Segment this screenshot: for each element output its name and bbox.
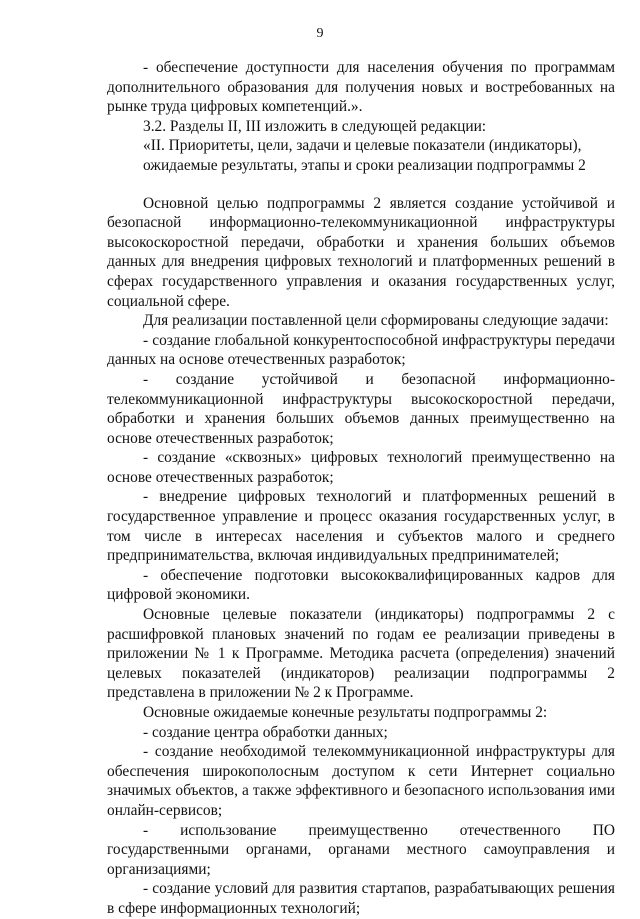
paragraph-target-indicators: Основные целевые показатели (индикаторы) подпрограммы 2 с расшифровкой плановых значений по годам ее реализации приведены в приложении № 1 к Программе. Методика расчета (определения) значений целевых показателей (индикаторов) реализации подпрограммы 2 представлена в приложении № 2 к Программе. [107,606,615,702]
section-heading-line-2: ожидаемые результаты, этапы и сроки реализации подпрограммы 2 [143,156,586,174]
list-item-task-2: - создание устойчивой и безопасной информационно-телекоммуникационной инфраструктуры высокоскоростной передачи, обработки и хранения больших объемов данных преимущественно на основе отечественных разработок; [107,370,615,447]
list-item-result-3: - использование преимущественно отечественного ПО государственными органами, органами местного самоуправления и организациями; [107,821,615,878]
list-item-result-4: - создание условий для развития стартапов, разрабатывающих решения в сфере информационных технологий; [107,880,615,917]
paragraph-main-goal: Основной целью подпрограммы 2 является создание устойчивой и безопасной информационно-телекоммуникационной инфраструктуры высокоскоростной передачи, обработки и хранения больших объемов данных для внедрения цифровых технологий и платформенных решений в сферах государственного управления и оказания государственных услуг, социальной сфере. [107,194,615,310]
list-item-task-3: - создание «сквозных» цифровых технологий преимущественно на основе отечественных разработок; [107,449,615,486]
document-body [107,58,615,919]
page-number: 9 [316,26,324,41]
list-item-task-1: - создание глобальной конкурентоспособной инфраструктуры передачи данных на основе отечественных разработок; [107,331,615,369]
section-heading-line-1: «II. Приоритеты, цели, задачи и целевые показатели (индикаторы), [143,137,582,155]
paragraph-results-intro: Основные ожидаемые конечные результаты подпрограммы 2: [143,704,548,721]
list-item-task-4: - внедрение цифровых технологий и платформенных решений в государственное управление и процесс оказания государственных услуг, в том числе в интересах населения и субъектов малого и среднего предпринимательства, включая индивидуальных предпринимателей; [107,488,615,565]
paragraph-sections-edit: 3.2. Разделы II, III изложить в следующей редакции: [143,117,487,135]
list-item-result-2: - создание необходимой телекоммуникационной инфраструктуры для обеспечения широкополосным доступом к сети Интернет социально значимых объектов, а также эффективного и безопасного использования ими онлайн-сервисов; [107,743,615,819]
paragraph-access-education: - обеспечение доступности для населения обучения по программам дополнительного образования для получения новых и востребованных на рынке труда цифровых компетенций.». [107,59,615,116]
list-item-result-1: - создание центра обработки данных; [143,723,388,741]
paragraph-tasks-intro: Для реализации поставленной цели сформированы следующие задачи: [143,312,609,330]
list-item-task-5: - обеспечение подготовки высококвалифицированных кадров для цифровой экономики. [107,566,615,604]
